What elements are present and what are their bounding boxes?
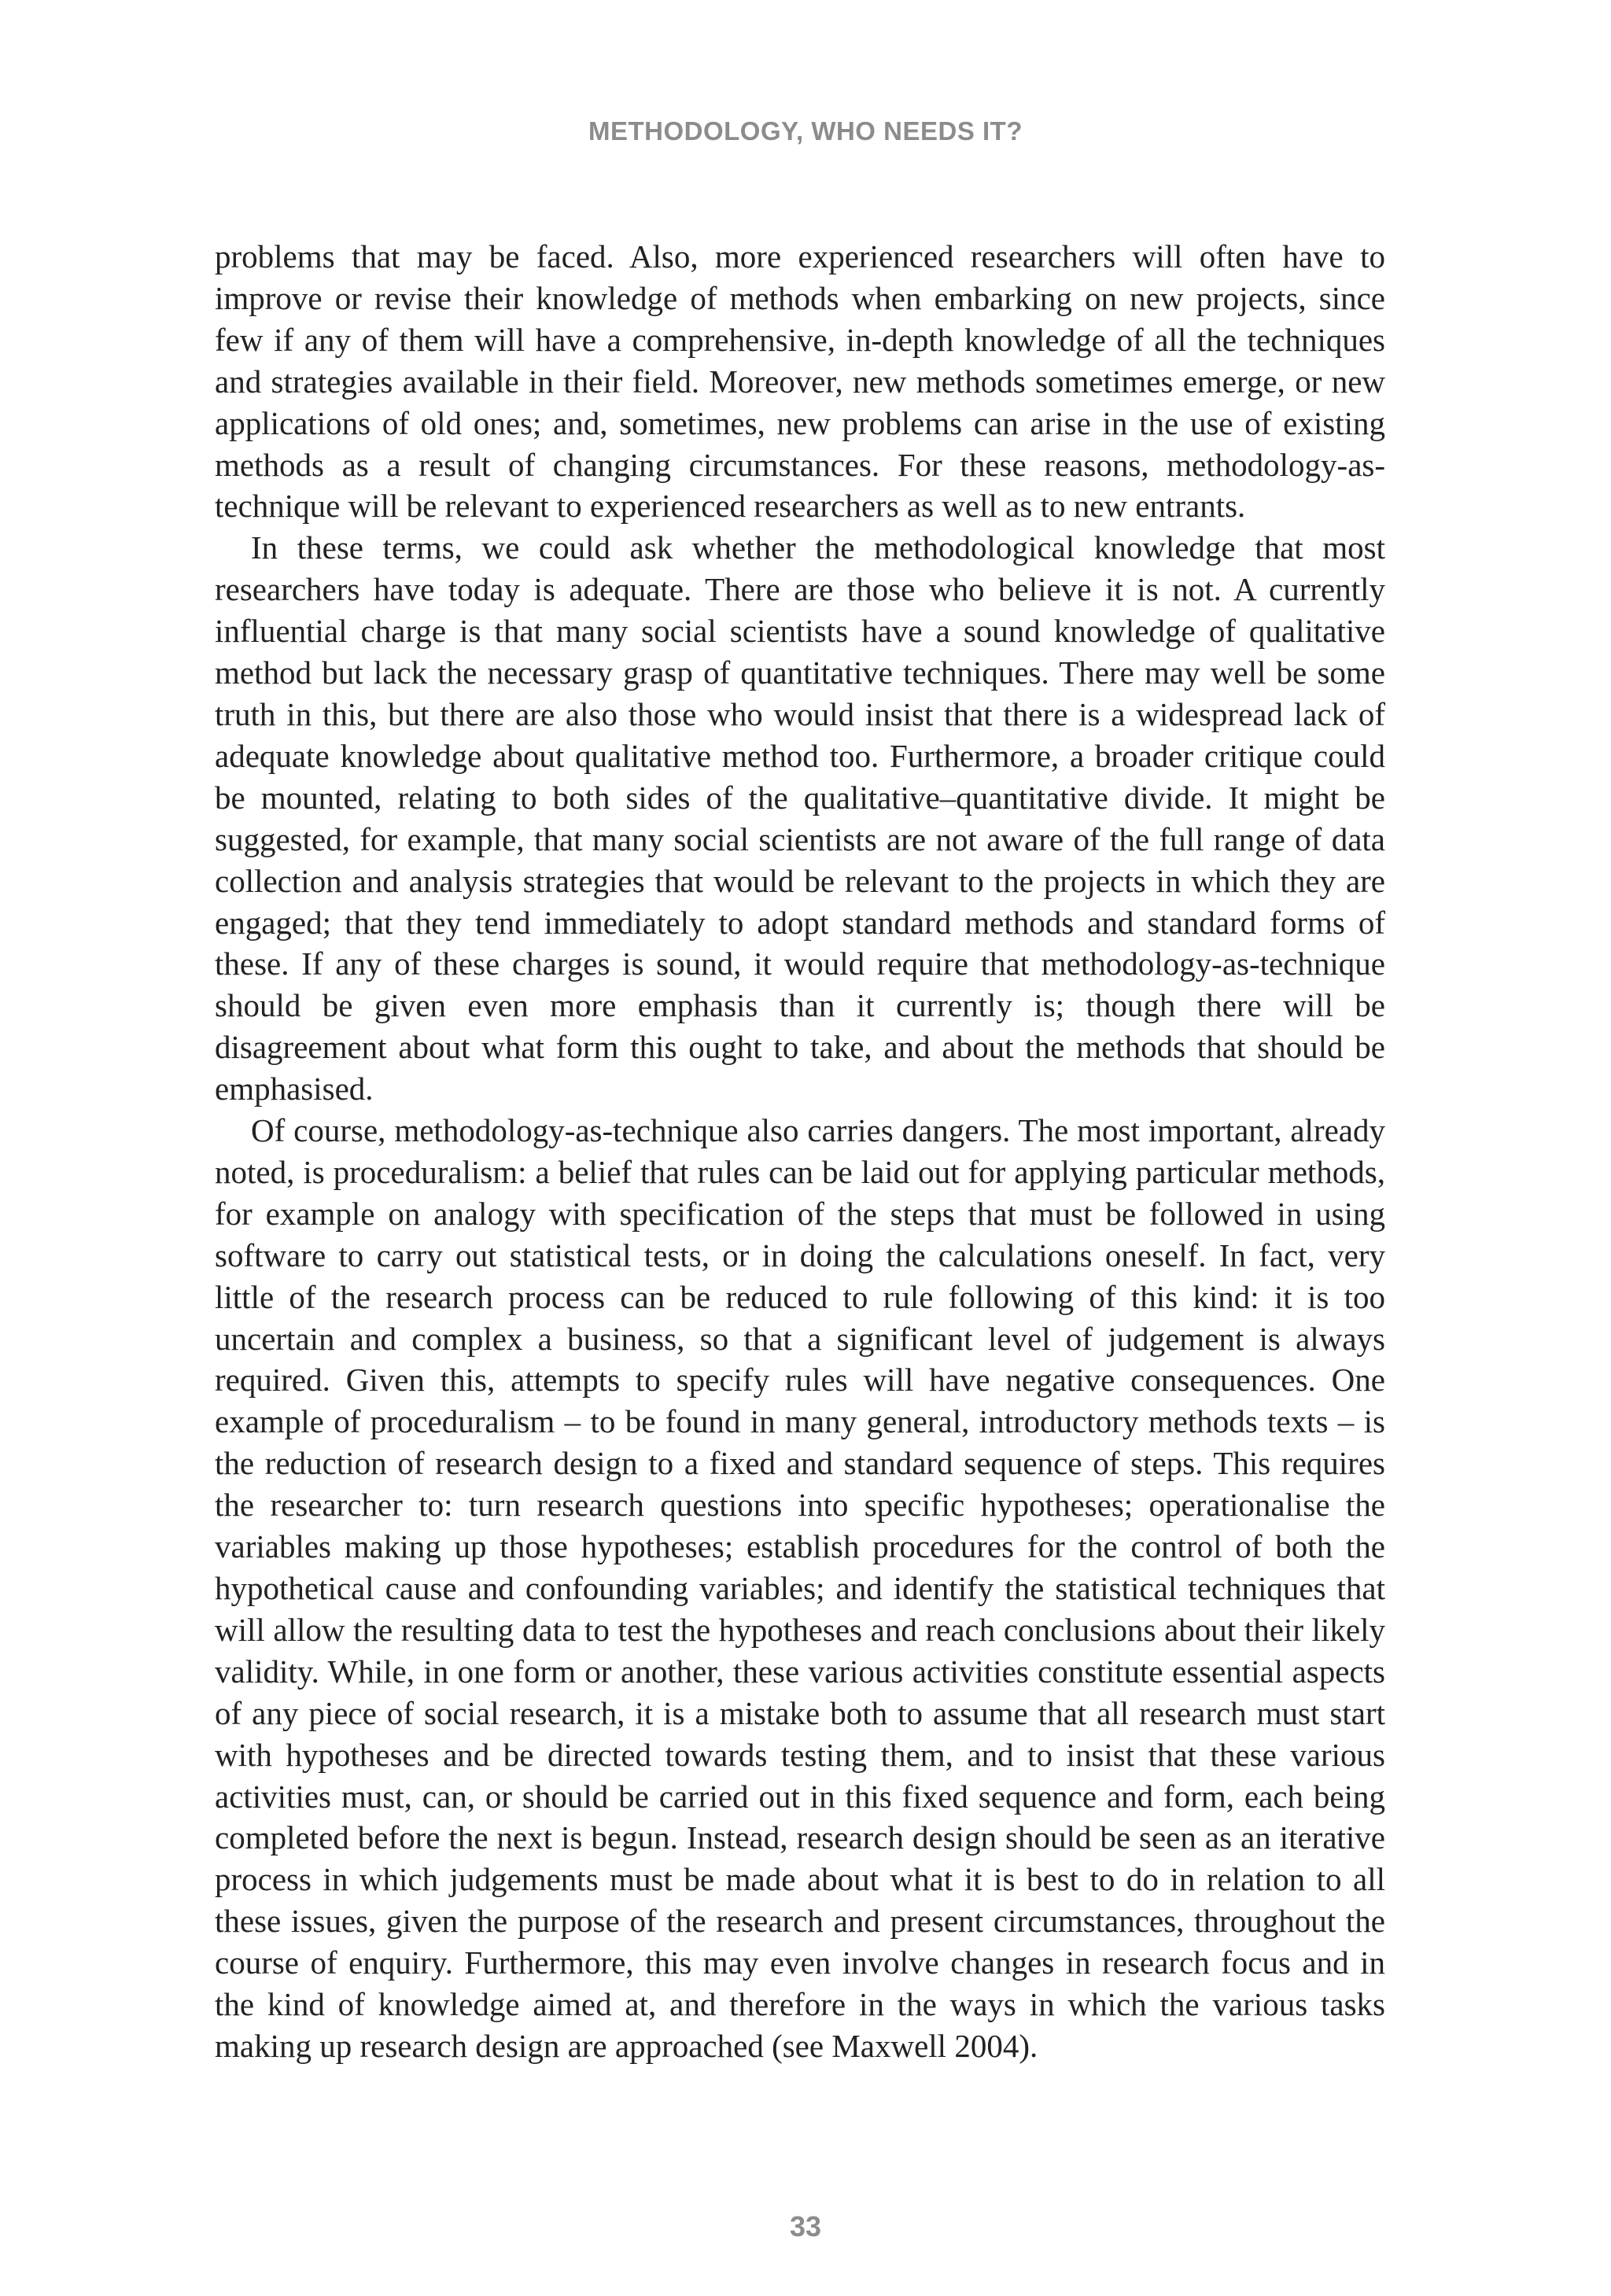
paragraph-continuation: problems that may be faced. Also, more experienced researchers will often have to improve or revise their knowledge of methods when embarking on new projects, since few if any of them will have a comprehensive, in-depth knowledge of all the techniques and strategies available in their field. Moreover, new methods sometimes emerge, or new applications of old ones; and, sometimes, new problems can arise in the use of existing methods as a result of changing circumstances. For these reasons, methodology-as-technique will be relevant to experienced researchers as well as to new entrants. — [215, 238, 1385, 525]
running-head: METHODOLOGY, WHO NEEDS IT? — [588, 116, 1023, 146]
paragraph-proceduralism: Of course, methodology-as-technique also carries dangers. The most important, already noted, is proceduralism: a belief that rules can be laid out for applying particular methods, for example on analogy with specification of the steps that must be followed in using software to carry out statistical tests, or in doing the calculations oneself. In fact, very little of the research process can be reduced to rule following of this kind: it is too uncertain and complex a business, so that a significant level of judgement is always required. Given this, attempts to specify rules will have negative consequences. One example of proceduralism – to be found in many general, introductory methods texts – is the reduction of research design to a fixed and standard sequence of steps. This requires the researcher to: turn research questions into specific hypotheses; operationalise the variables making up those hypotheses; establish procedures for the control of both the hypothetical cause and confounding variables; and identify the statistical techniques that will allow the resulting data to test the hypotheses and reach conclusions about their likely validity. While, in one form or another, these various activities constitute essential aspects of any piece of social research, it is a mistake both to assume that all research must start with hypotheses and be directed towards testing them, and to insist that these various activities must, can, or should be carried out in this fixed sequence and form, each being completed before the next is begun. Instead, research design should be seen as an iterative process in which judgements must be made about what it is best to do in relation to all these issues, given the purpose of the research and present circumstances, throughout the course of enquiry. Furthermore, this may even involve changes in research focus and in the kind of knowledge aimed at, and therefore in the ways in which the various tasks making up research design are approached (see Maxwell 2004). — [215, 1112, 1385, 2064]
paragraph-methodological-knowledge: In these terms, we could ask whether the methodological knowledge that most researchers have today is adequate. There are those who believe it is not. A currently influential charge is that many social scientists have a sound knowledge of qualitative method but lack the necessary grasp of quantitative techniques. There may well be some truth in this, but there are also those who would insist that there is a widespread lack of adequate knowledge about qualitative method too. Furthermore, a broader critique could be mounted, relating to both sides of the qualitative–quantitative divide. It might be suggested, for example, that many social scientists are not aware of the full range of data collection and analysis strategies that would be relevant to the projects in which they are engaged; that they tend immediately to adopt standard methods and standard forms of these. If any of these charges is sound, it would require that methodology-as-technique should be given even more emphasis than it currently is; though there will be disagreement about what form this ought to take, and about the methods that should be emphasised. — [215, 529, 1385, 1107]
body-text — [215, 236, 1385, 2067]
page-number: 33 — [789, 2210, 822, 2243]
